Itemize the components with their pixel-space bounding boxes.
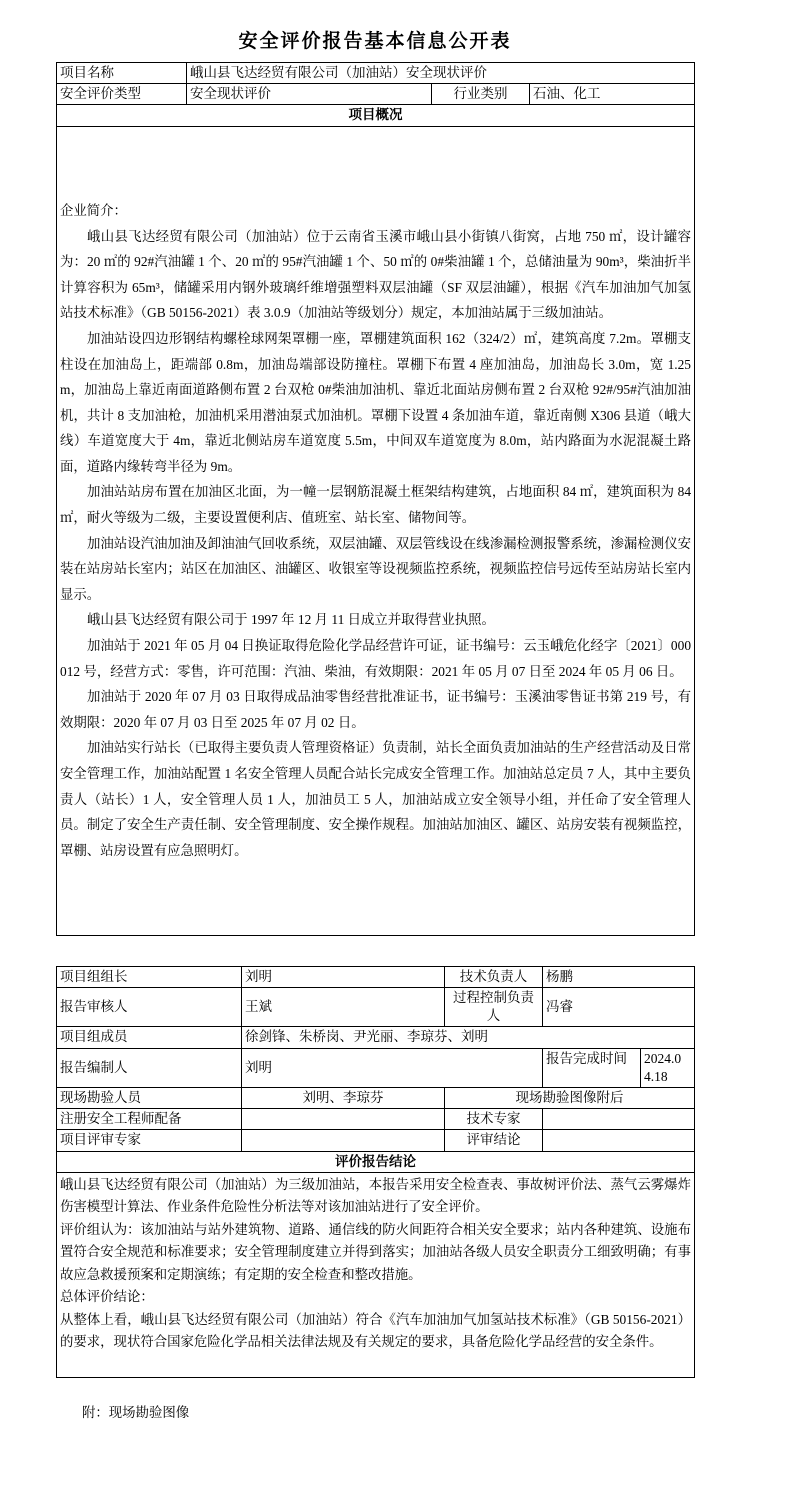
value-site-survey-personnel: 刘明、李琼芬 (242, 1087, 445, 1108)
table-row-project-name (57, 63, 695, 84)
label-site-survey-personnel: 现场勘验人员 (57, 1087, 242, 1108)
section-title-conclusion: 评价报告结论 (57, 1151, 695, 1172)
value-review-conclusion (543, 1130, 695, 1151)
label-technical-director: 技术负责人 (445, 966, 543, 987)
value-registered-safety-engineer (242, 1109, 445, 1130)
value-industry-category: 石油、化工 (530, 84, 695, 105)
overview-paragraph-1: 峨山县飞达经贸有限公司（加油站）位于云南省玉溪市峨山县小街镇八街窝，占地 750 ㎡，设计罐容为：20 ㎡的 92#汽油罐 1 个、20 ㎡的 95#汽油罐 1 个、50 ㎡的 0#柴油罐 1 个，总储油量为 90m³，柴油折半计算容积为 65m³，储罐采用内钢外玻璃纤维增强塑料双层油罐（SF 双层油罐），根据《汽车加油加气加氢站技术标准》（GB 50156-2021）表 3.0.9（加油站等级划分）规定，本加油站属于三级加油站。 (60, 228, 692, 321)
value-report-author: 刘明 (242, 1048, 543, 1087)
overview-paragraph-7: 加油站于 2020 年 07 月 03 日取得成品油零售经营批准证书，证书编号：玉溪油零售证书第 219 号，有效期限：2020 年 07 月 03 日至 2025 年 07 月 02 日。 (60, 689, 692, 730)
value-technical-director: 杨鹏 (543, 966, 695, 987)
label-industry-category: 行业类别 (432, 84, 530, 105)
value-evaluation-type: 安全现状评价 (187, 84, 432, 105)
overview-paragraph-8: 加油站实行站长（已取得主要负责人管理资格证）负责制，站长全面负责加油站的生产经营活动及日常安全管理工作，加油站配置 1 名安全管理人员配合站长完成安全管理工作。加油站总定员 7 人，其中主要负责人（站长）1 人，安全管理人员 1 人，加油员工 5 人，加油站成立安全领导小组，并任命了安全管理人员。制定了安全生产责任制、安全管理制度、安全操作规程。加油站加油区、罐区、站房安装有视频监控，罩棚、站房设置有应急照明灯。 (60, 740, 692, 858)
table-row-team-leader (57, 966, 695, 987)
value-report-reviewer: 王斌 (242, 987, 445, 1026)
table-row-overview-body (57, 126, 695, 935)
value-project-name: 峨山县飞达经贸有限公司（加油站）安全现状评价 (187, 63, 695, 84)
conclusion-body-cell (57, 1172, 695, 1378)
overview-body-cell (57, 126, 695, 935)
table-row-site-survey-personnel (57, 1087, 695, 1108)
label-technical-expert: 技术专家 (445, 1109, 543, 1130)
table-row-team-members (57, 1027, 695, 1048)
conclusion-paragraph-3: 总体评价结论： (60, 1289, 154, 1305)
section-title-overview: 项目概况 (57, 105, 695, 126)
label-review-conclusion: 评审结论 (445, 1130, 543, 1151)
value-review-expert (242, 1130, 445, 1151)
label-project-name: 项目名称 (57, 63, 187, 84)
footer-note: 附：现场勘验图像 (82, 1405, 190, 1421)
conclusion-spacer (60, 1354, 691, 1377)
table-row-conclusion-body (57, 1172, 695, 1378)
overview-paragraph-2: 加油站设四边形钢结构螺栓球网架罩棚一座，罩棚建筑面积 162（324/2）㎡，建筑高度 7.2m。罩棚支柱设在加油岛上，距端部 0.8m，加油岛端部设防撞柱。罩棚下布置 4 座加油岛，加油岛长 3.0m，宽 1.25m，加油岛上靠近南面道路侧布置 2 台双枪 0#柴油加油机、靠近北面站房侧布置 2 台双枪 92#/95#汽油加油机，共计 8 支加油枪，加油机采用潜油泵式加油机。罩棚下设置 4 条加油车道，靠近南侧 X306 县道（峨大线）车道宽度大于 4m，靠近北侧站房车道宽度 5.5m，中间双车道宽度为 8.0m，站内路面为水泥混凝土路面，道路内缘转弯半径为 9m。 (60, 330, 692, 474)
value-site-survey-images-note: 现场勘验图像附后 (445, 1087, 695, 1108)
report-completion-group (543, 1048, 695, 1087)
label-team-members: 项目组成员 (57, 1027, 242, 1048)
value-process-control-director: 冯睿 (543, 987, 695, 1026)
value-team-leader: 刘明 (242, 966, 445, 987)
label-registered-safety-engineer: 注册安全工程师配备 (57, 1109, 242, 1130)
conclusion-paragraph-1: 峨山县飞达经贸有限公司（加油站）为三级加油站，本报告采用安全检查表、事故树评价法、蒸气云雾爆炸伤害模型计算法、作业条件危险性分析法等对该加油站进行了安全评价。 (60, 1176, 691, 1215)
overview-paragraph-3: 加油站站房布置在加油区北面，为一幢一层钢筋混凝土框架结构建筑，占地面积 84 ㎡，建筑面积为 84 ㎡，耐火等级为二级，主要设置便利店、值班室、站长室、储物间等。 (60, 484, 692, 526)
overview-heading: 企业简介： (60, 202, 127, 218)
value-team-members: 徐剑锋、朱桥岗、尹光丽、李琼芬、刘明 (242, 1027, 695, 1048)
header-info-table (56, 62, 695, 936)
table-row-review-expert (57, 1130, 695, 1151)
personnel-and-conclusion-table (56, 966, 695, 1379)
table-spacer (56, 936, 694, 966)
table-row-section-overview (57, 105, 695, 126)
label-report-reviewer: 报告审核人 (57, 987, 242, 1026)
label-report-completion-time: 报告完成时间 (543, 1049, 641, 1087)
overview-paragraph-5: 峨山县飞达经贸有限公司于 1997 年 12 月 11 日成立并取得营业执照。 (87, 612, 495, 628)
table-row-report-reviewer (57, 987, 695, 1026)
table-row-section-conclusion (57, 1151, 695, 1172)
table-row-evaluation-type (57, 84, 695, 105)
label-process-control-director: 过程控制负责人 (445, 987, 543, 1026)
label-report-author: 报告编制人 (57, 1048, 242, 1087)
label-evaluation-type: 安全评价类型 (57, 84, 187, 105)
overview-paragraph-6: 加油站于 2021 年 05 月 04 日换证取得危险化学品经营许可证，证书编号：云玉峨危化经字〔2021〕000012 号，经营方式：零售，许可范围：汽油、柴油，有效期限：2021 年 05 月 07 日至 2024 年 05 月 06 日。 (60, 638, 692, 679)
overview-paragraph-4: 加油站设汽油加油及卸油油气回收系统，双层油罐、双层管线设在线渗漏检测报警系统，渗漏检测仪安装在站房站长室内；站区在加油区、油罐区、收银室等设视频监控系统，视频监控信号远传至站房站长室内显示。 (60, 535, 692, 602)
page-title: 安全评价报告基本信息公开表 (238, 31, 512, 52)
conclusion-paragraph-2: 评价组认为：该加油站与站外建筑物、道路、通信线的防火间距符合相关安全要求；站内各种建筑、设施布置符合安全规范和标准要求；安全管理制度建立并得到落实；加油站各级人员安全职责分工细致明确；有事故应急救援预案和定期演练；有定期的安全检查和整改措施。 (60, 1221, 691, 1282)
document-page (56, 0, 694, 1423)
label-review-expert: 项目评审专家 (57, 1130, 242, 1151)
table-row-report-author (57, 1048, 695, 1087)
value-technical-expert (543, 1109, 695, 1130)
table-row-registered-safety-engineer (57, 1109, 695, 1130)
conclusion-paragraph-4: 从整体上看，峨山县飞达经贸有限公司（加油站）符合《汽车加油加气加氢站技术标准》（GB 50156-2021）的要求，现状符合国家危险化学品相关法律法规及有关规定的要求，具备危险化学品经营的安全条件。 (60, 1311, 691, 1350)
label-team-leader: 项目组组长 (57, 966, 242, 987)
value-report-completion-time: 2024.04.18 (644, 1050, 682, 1084)
